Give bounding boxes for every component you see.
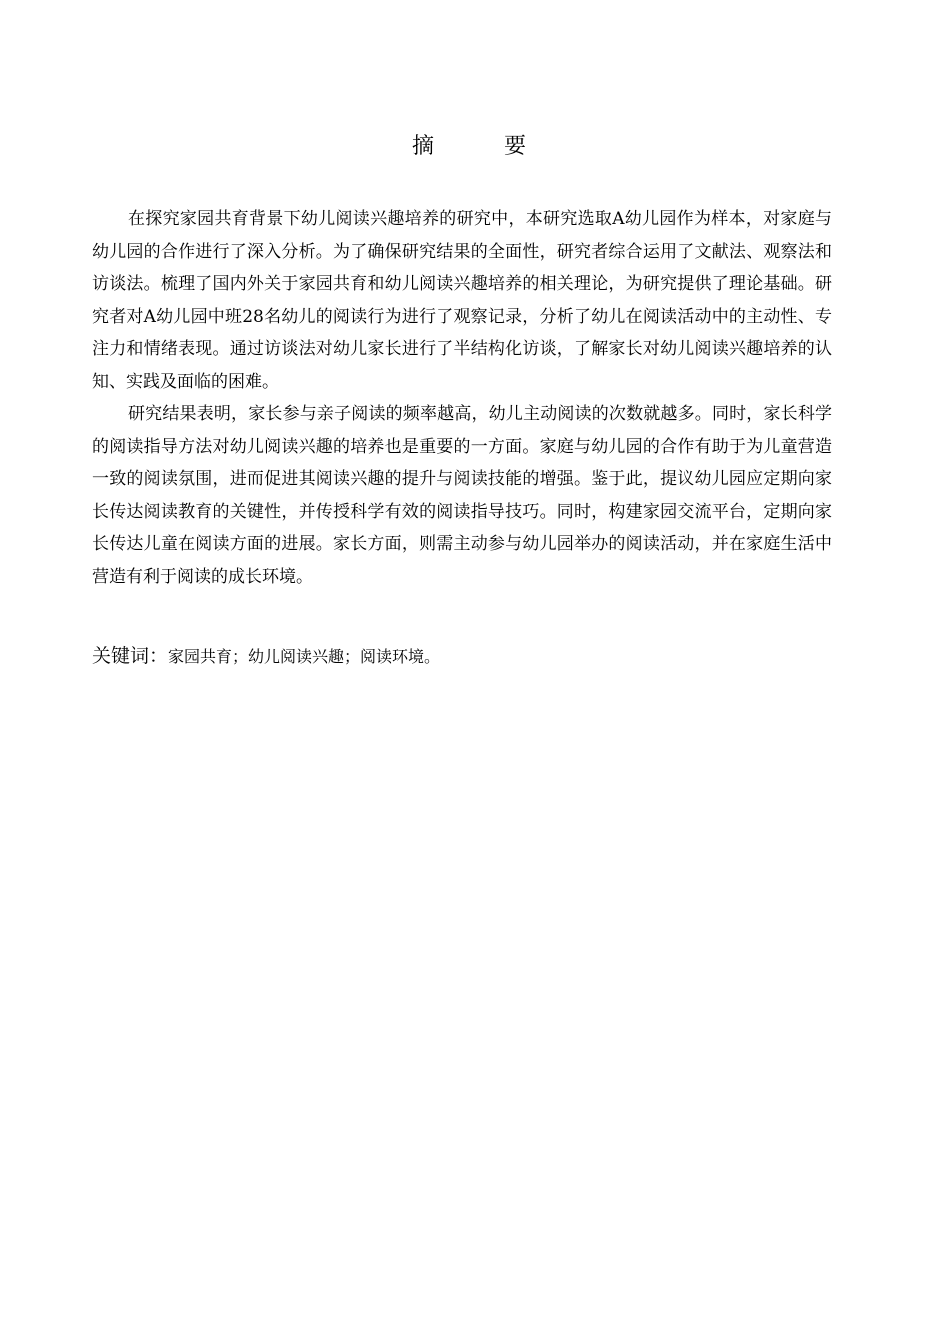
abstract-body (92, 203, 832, 593)
abstract-paragraph-2: 研究结果表明，家长参与亲子阅读的频率越高，幼儿主动阅读的次数就越多。同时，家长科学的阅读指导方法对幼儿阅读兴趣的培养也是重要的一方面。家庭与幼儿园的合作有助于为儿童营造一致的阅读氛围，进而促进其阅读兴趣的提升与阅读技能的增强。鉴于此，提议幼儿园应定期向家长传达阅读教育的关键性，并传授科学有效的阅读指导技巧。同时，构建家园交流平台，定期向家长传达儿童在阅读方面的进展。家长方面，则需主动参与幼儿园举办的阅读活动，并在家庭生活中营造有利于阅读的成长环境。 (92, 404, 832, 587)
abstract-paragraph-1: 在探究家园共育背景下幼儿阅读兴趣培养的研究中，本研究选取A幼儿园作为样本，对家庭与幼儿园的合作进行了深入分析。为了确保研究结果的全面性，研究者综合运用了文献法、观察法和访谈法。梳理了国内外关于家园共育和幼儿阅读兴趣培养的相关理论，为研究提供了理论基础。研究者对A幼儿园中班28名幼儿的阅读行为进行了观察记录，分析了幼儿在阅读活动中的主动性、专注力和情绪表现。通过访谈法对幼儿家长进行了半结构化访谈，了解家长对幼儿阅读兴趣培养的认知、实践及面临的困难。 (92, 209, 832, 392)
keywords-line (92, 640, 832, 673)
keywords-text: 家园共育；幼儿阅读兴趣；阅读环境。 (168, 647, 441, 666)
keywords-label: 关键词： (92, 645, 169, 667)
abstract-title: 摘 要 (411, 134, 550, 159)
